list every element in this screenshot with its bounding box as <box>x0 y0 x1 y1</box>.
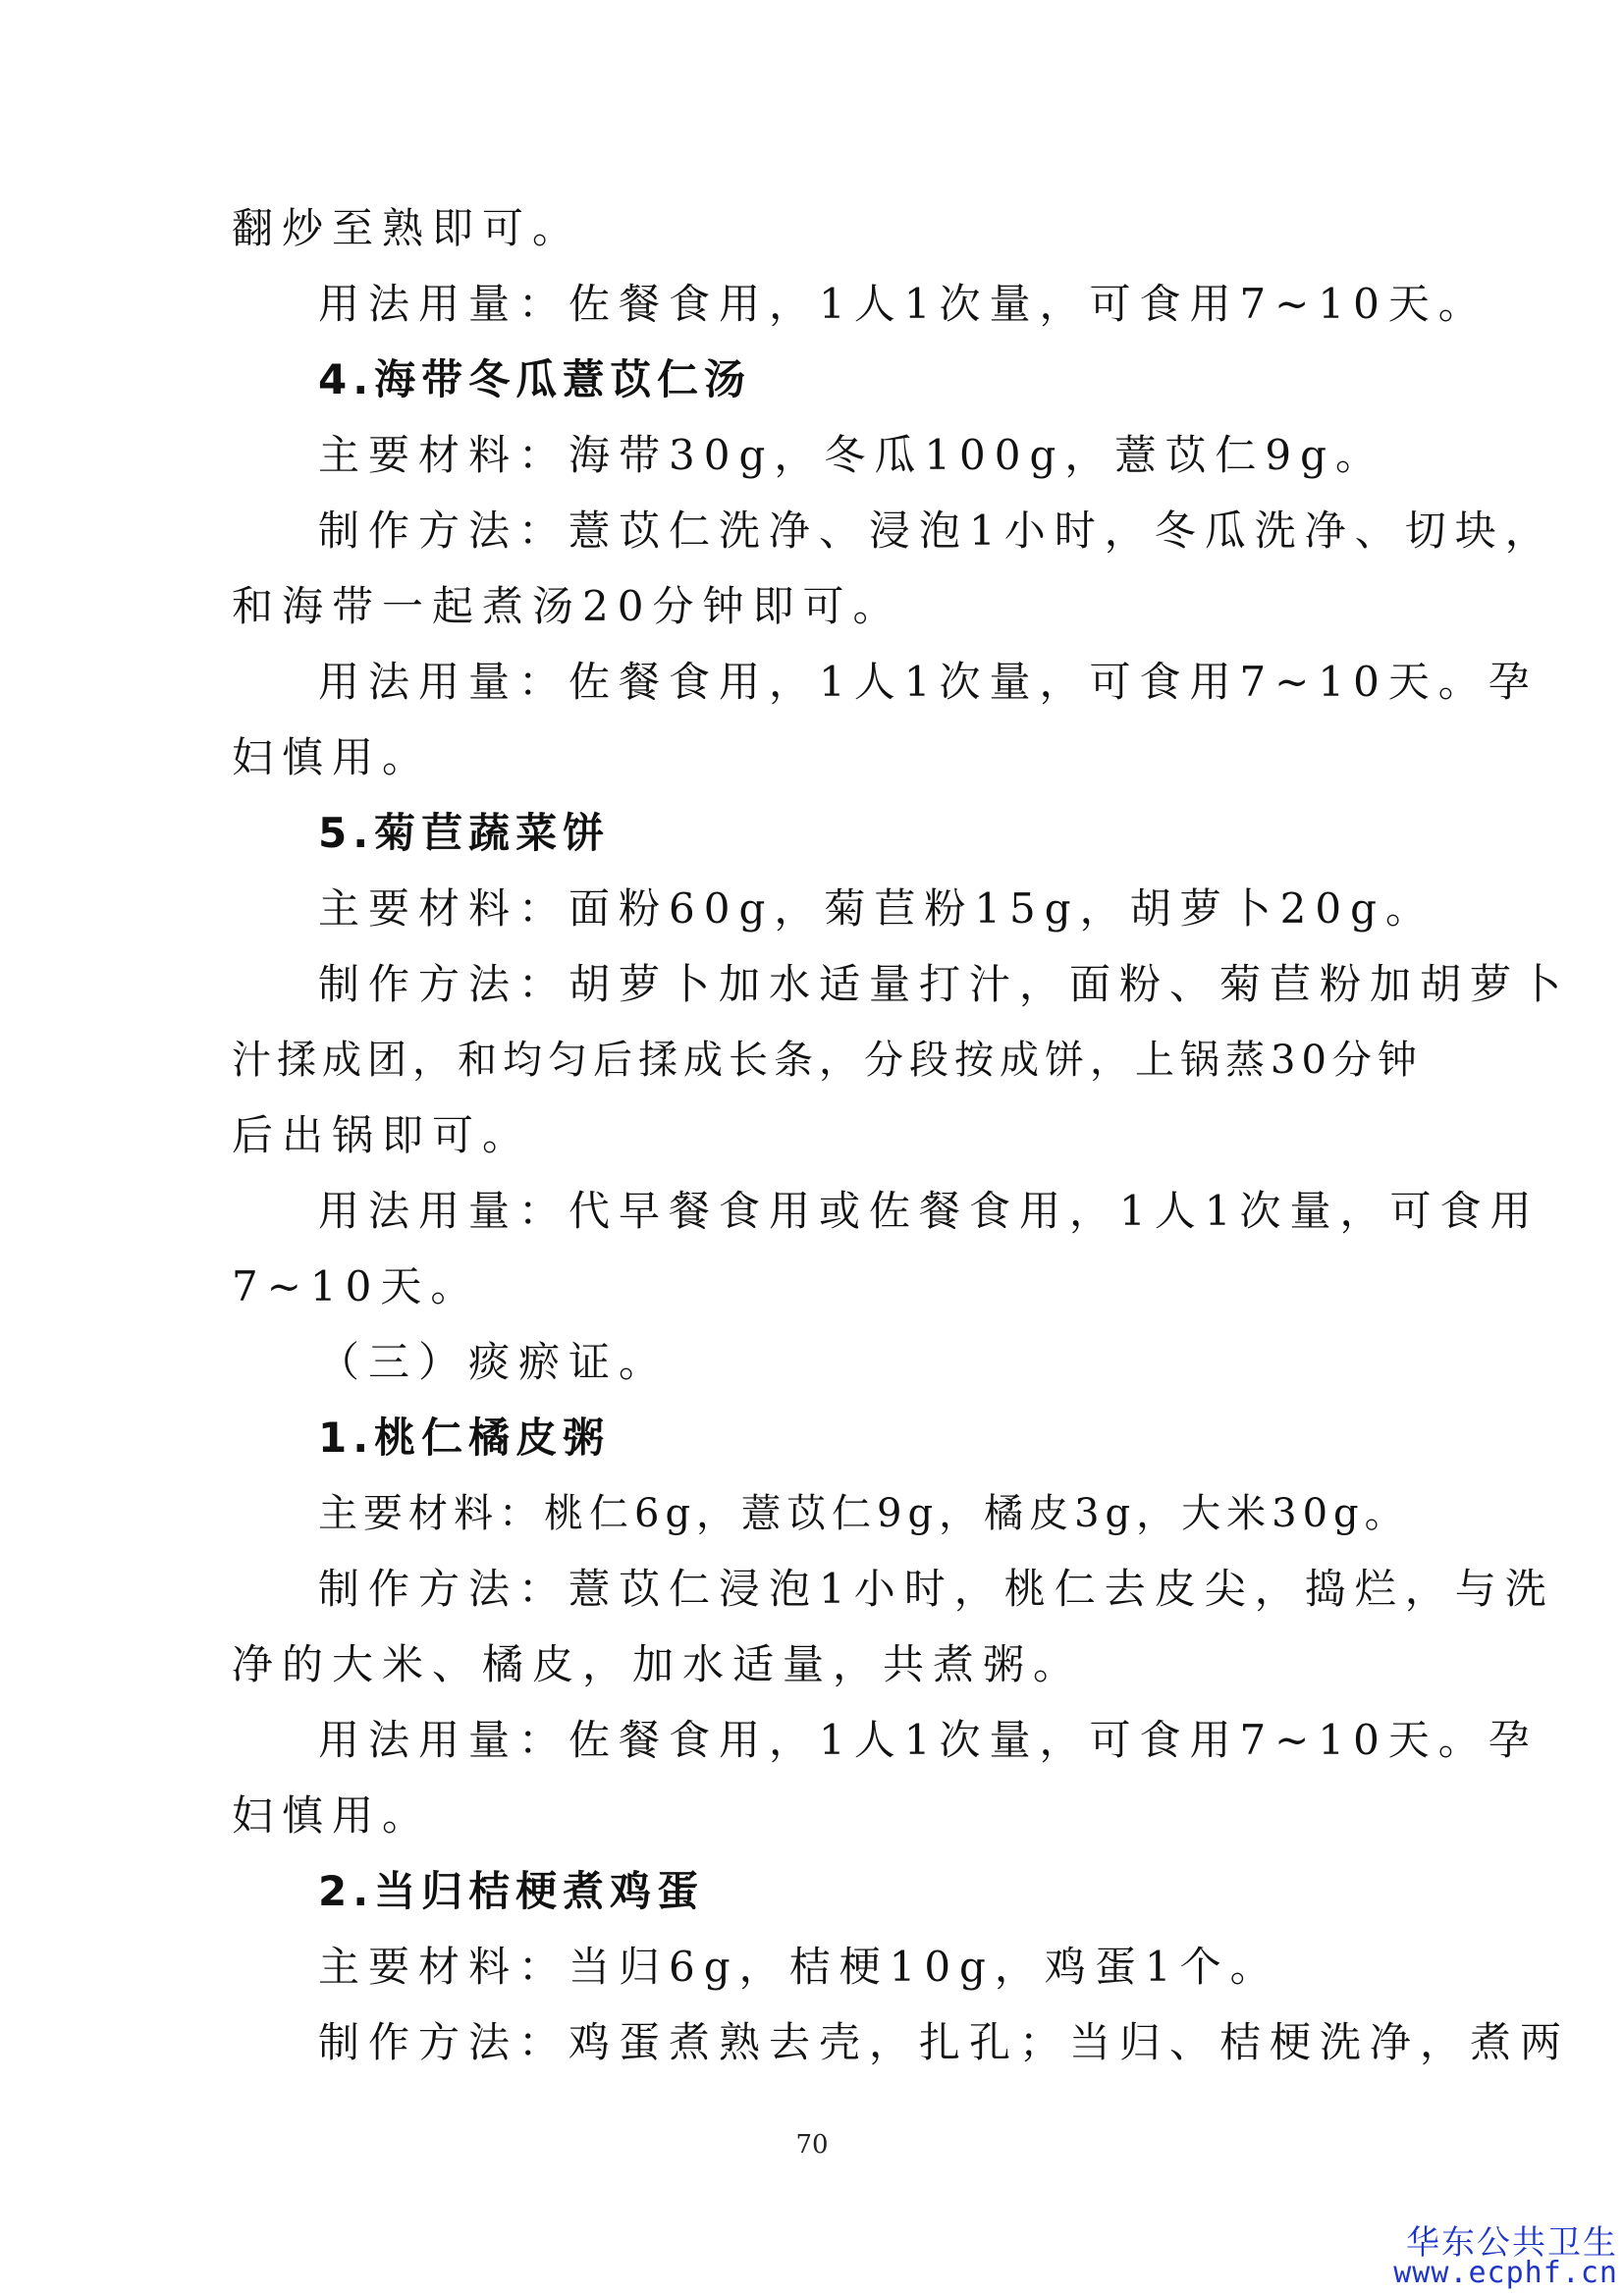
section-heading: （三）痰瘀证。 <box>318 1338 670 1386</box>
body-line: 后出锅即可。 <box>232 1111 533 1159</box>
method-line: 制作方法：薏苡仁浸泡1小时，桃仁去皮尖，捣烂，与洗 <box>318 1565 1555 1613</box>
usage-line: 用法用量：佐餐食用，1人1次量，可食用7~10天。孕 <box>318 1716 1539 1764</box>
body-line: 7~10天。 <box>232 1262 481 1310</box>
watermark-name: 华东公共卫生 <box>1406 2223 1618 2263</box>
body-line: 净的大米、橘皮，加水适量，共煮粥。 <box>232 1640 1084 1688</box>
ingredients-line: 主要材料：当归6g，桔梗10g，鸡蛋1个。 <box>318 1943 1280 1991</box>
body-line: 汁揉成团，和均匀后揉成长条，分段按成饼，上锅蒸30分钟 <box>232 1038 1423 1083</box>
recipe-heading: 2.当归桔梗煮鸡蛋 <box>318 1867 705 1915</box>
usage-line: 用法用量：佐餐食用，1人1次量，可食用7~10天。孕 <box>318 658 1539 706</box>
body-line: 和海带一起煮汤20分钟即可。 <box>232 582 903 630</box>
page-number: 70 <box>795 2130 829 2160</box>
body-line: 妇慎用。 <box>232 1791 433 1840</box>
recipe-heading: 4.海带冬瓜薏苡仁汤 <box>318 355 752 403</box>
usage-line: 用法用量：佐餐食用，1人1次量，可食用7~10天。 <box>318 280 1489 328</box>
method-line: 制作方法：鸡蛋煮熟去壳，扎孔；当归、桔梗洗净，煮两 <box>318 2018 1571 2066</box>
body-line: 妇慎用。 <box>232 733 433 781</box>
watermark-url: www.ecphf.cn <box>1393 2256 1618 2290</box>
usage-line: 用法用量：代早餐食用或佐餐食用，1人1次量，可食用 <box>318 1187 1541 1235</box>
ingredients-line: 主要材料：海带30g，冬瓜100g，薏苡仁9g。 <box>318 431 1385 479</box>
recipe-heading: 1.桃仁橘皮粥 <box>318 1414 611 1462</box>
method-line: 制作方法：胡萝卜加水适量打汁，面粉、菊苣粉加胡萝卜 <box>318 960 1571 1008</box>
method-line: 制作方法：薏苡仁洗净、浸泡1小时，冬瓜洗净、切块， <box>318 507 1555 555</box>
ingredients-line: 主要材料：面粉60g，菊苣粉15g，胡萝卜20g。 <box>318 884 1435 933</box>
body-line: 翻炒至熟即可。 <box>232 204 583 252</box>
ingredients-line: 主要材料：桃仁6g，薏苡仁9g，橘皮3g，大米30g。 <box>318 1491 1410 1536</box>
recipe-heading: 5.菊苣蔬菜饼 <box>318 809 611 857</box>
